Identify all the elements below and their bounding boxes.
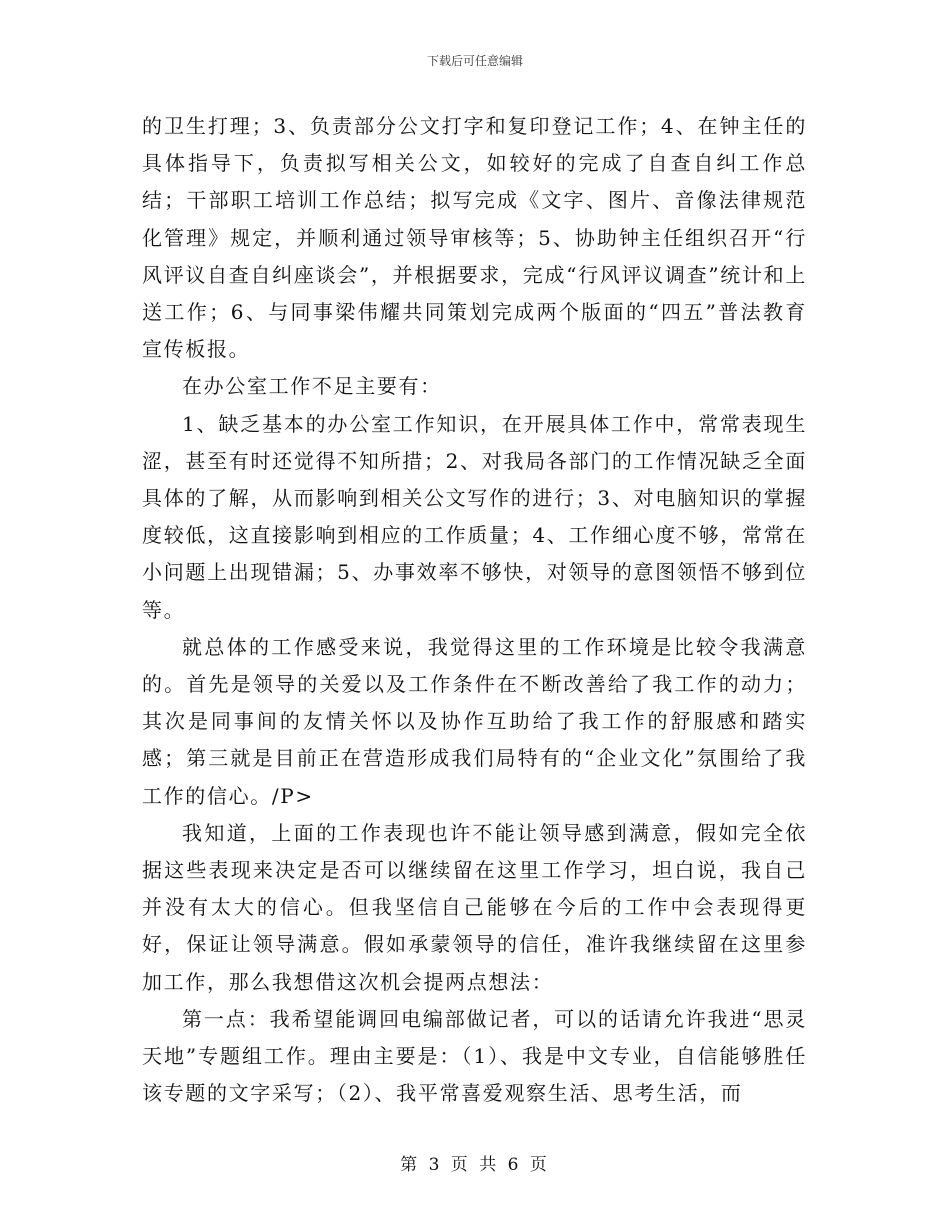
page-footer (0, 1154, 950, 1176)
header-note: 下载后可任意编辑 (426, 54, 523, 68)
paragraph-shortcomings-list: 1、缺乏基本的办公室工作知识，在开展具体工作中，常常表现生涩，甚至有时还觉得不知所措；2、对我局各部门的工作情况缺乏全面具体的了解，从而影响到相关公文写作的进行；3、对电脑知识的掌握度较低，这直接影响到相应的工作质量；4、工作细心度不够，常常在小问题上出现错漏；5、办事效率不够快，对领导的意图领悟不够到位等。 (142, 411, 807, 622)
page-header (0, 53, 950, 69)
page-number: 第 3 页 共 6 页 (400, 1155, 550, 1175)
document-body (142, 108, 807, 1112)
paragraph-work-feelings: 就总体的工作感受来说，我觉得这里的工作环境是比较令我满意的。首先是领导的关爱以及工作条件在不断改善给了我工作的动力；其次是同事间的友情关怀以及协作互助给了我工作的舒服感和踏实感；第三就是目前正在营造形成我们局特有的“企业文化”氛围给了我工作的信心。/P> (142, 634, 807, 808)
paragraph-first-suggestion: 第一点：我希望能调回电编部做记者，可以的话请允许我进“思灵天地”专题组工作。理由主要是：（1）、我是中文专业，自信能够胜任该专题的文字采写；（2）、我平常喜爱观察生活、思考生活，而 (142, 1006, 807, 1106)
paragraph-self-assessment: 我知道，上面的工作表现也许不能让领导感到满意，假如完全依据这些表现来决定是否可以继续留在这里工作学习，坦白说，我自己并没有太大的信心。但我坚信自己能够在今后的工作中会表现得更好，保证让领导满意。假如承蒙领导的信任，准许我继续留在这里参加工作，那么我想借这次机会提两点想法： (142, 820, 807, 994)
paragraph-shortcomings-intro: 在办公室工作不足主要有： (182, 374, 442, 399)
paragraph-duties: 的卫生打理；3、负责部分公文打字和复印登记工作；4、在钟主任的具体指导下，负责拟写相关公文，如较好的完成了自查自纠工作总结；干部职工培训工作总结；拟写完成《文字、图片、音像法律规范化管理》规定，并顺利通过领导审核等；5、协助钟主任组织召开“行风评议自查自纠座谈会”，并根据要求，完成“行风评议调查”统计和上送工作；6、与同事梁伟耀共同策划完成两个版面的“四五”普法教育宣传板报。 (142, 114, 807, 362)
